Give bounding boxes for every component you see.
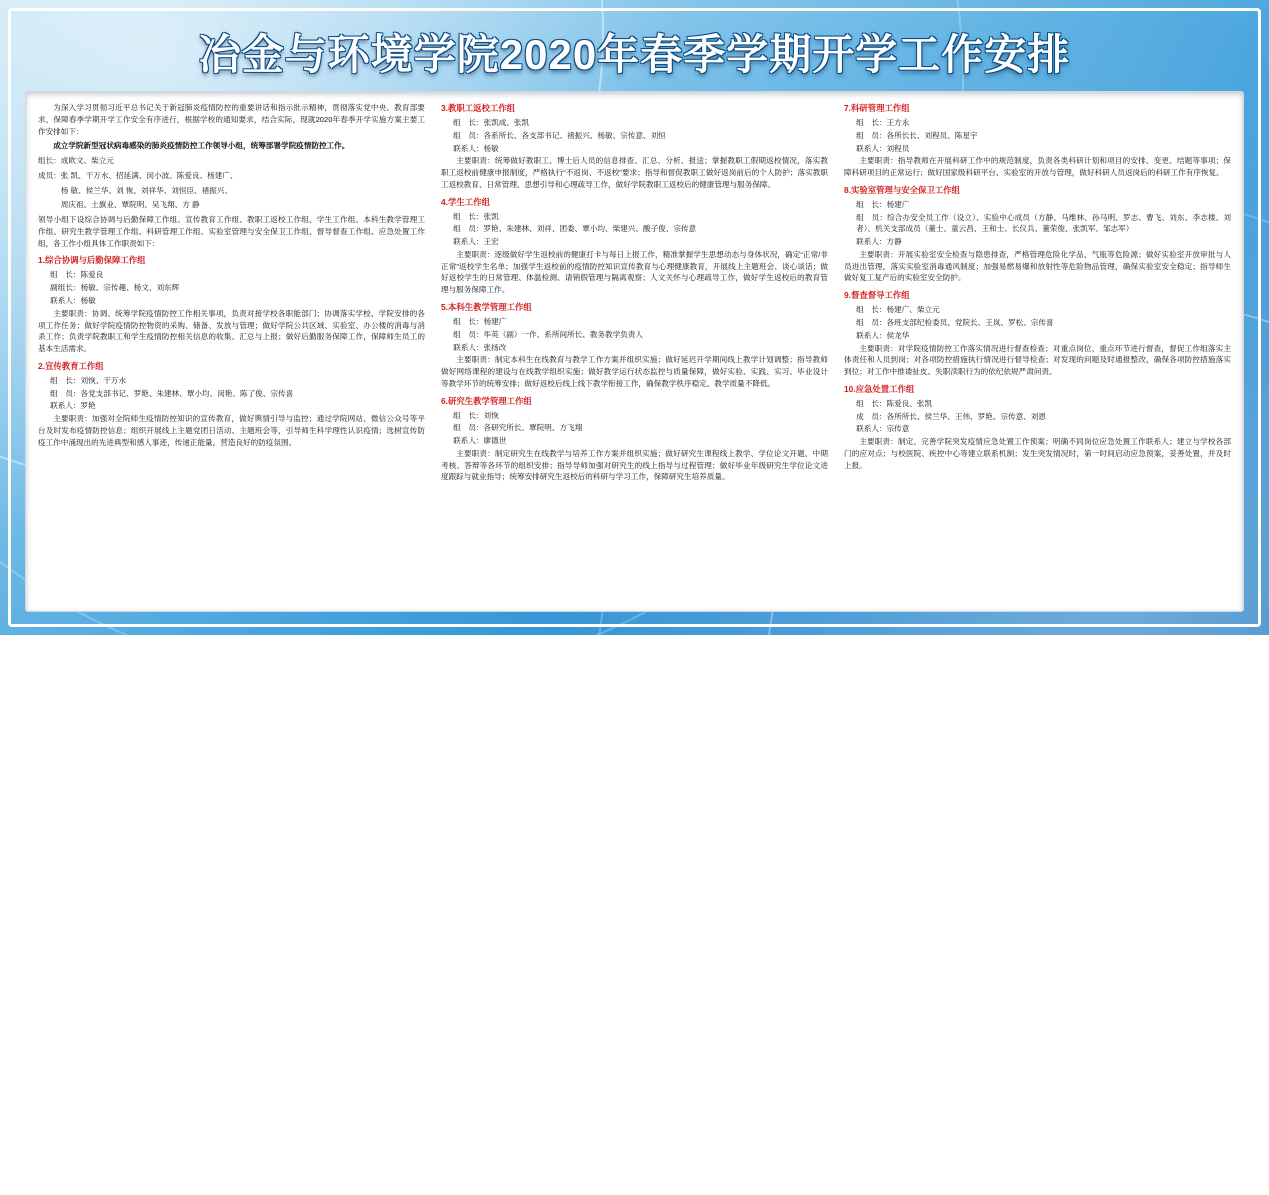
section-heading: 8.实验室管理与安全保卫工作组 — [844, 184, 960, 195]
duty-paragraph: 主要职责：统筹做好教职工、博士后人员的信息排查、汇总、分析、报送；掌握教职工假期返校情况，落实教职工返校前健康申报制度，严格执行“不返岗、不返校”要求；指导和督促教职工做好返岗前后的个人防护；落实教职工返校教育、日常管理、思想引导和心理疏导工作，做好学院教职工返校后的健康管理与服务保障。 — [441, 156, 828, 189]
duty-paragraph: 主要职责：指导教师在开展科研工作中的规范制度，负责各类科研计划和项目的安排、变更、结题等事项；保障科研项目的正常运行；做好国家级科研平台、实验室的开放与管理，做好科研人员返岗后的科研工作有序恢复。 — [844, 156, 1231, 178]
member-line: 杨 敏、侯兰华、刘 恢、刘祥华、刘恒臣、褚振兴、 — [38, 185, 233, 195]
duty-paragraph: 主要职责：逐级做好学生返校前的健康打卡与每日上报工作，精准掌握学生思想动态与身体状况，确定“正常/非正常”返校学生名单；加强学生返校前的疫情防控知识宣传教育与心理健康教育，开展线上主题班会、谈心谈话；做好返校学生的日常管理、体温检测、请销假管理与隔离观察；人文关怀与心理疏导工作，做好学生返校后的教育管理与服务保障工作。 — [441, 249, 828, 295]
roster-line: 组 员：综合办安全员工作（设立）、实验中心成员（方静、马维林、孙马明、罗志、曹飞、刘东、李志楼、刘者）、机关支部成员（董士、童云昌、王和士、长仪兵、董荣俊、张凯军、邹志军） — [856, 212, 1231, 234]
duty-paragraph: 主要职责：制定研究生在线教学与培养工作方案并组织实施；做好研究生课程线上教学、学位论文开题、中期考核、答辩等各环节的组织安排；指导导师加强对研究生的线上指导与过程管理；做好毕业年级研究生学位论文进度跟踪与就业指导；统筹安排研究生返校后的科研与学习工作，保障研究生培养质量。 — [441, 448, 828, 482]
roster-line: 联系人：张扬改 — [453, 342, 507, 352]
section-heading: 10.应急处置工作组 — [844, 383, 915, 394]
roster-line: 联系人：杨敏 — [50, 295, 96, 305]
roster-line: 联系人：王宏 — [453, 237, 499, 247]
roster-line: 联系人：方静 — [856, 237, 902, 247]
intro-paragraph-bold: 成立学院新型冠状病毒感染的肺炎疫情防控工作领导小组，统筹部署学院疫情防控工作。 — [53, 141, 350, 151]
right-column — [844, 102, 1231, 603]
poster-frame — [8, 8, 1261, 627]
roster-line: 联系人：侯龙华 — [856, 330, 910, 340]
content-board — [25, 91, 1244, 612]
member-line: 组长：成欧文、柴立元 — [38, 156, 114, 166]
roster-line: 联系人：刘程员 — [856, 143, 910, 153]
roster-line: 组 长：陈爱良 — [50, 270, 104, 280]
duty-paragraph: 主要职责：制定本科生在线教育与教学工作方案并组织实施；做好延迟开学期间线上教学计划调整；指导教师做好网络课程的建设与在线教学组织实施；做好教学运行状态监控与质量保障，做好实验、实践、实习、毕业设计等教学环节的统筹安排；做好返校后线上线下教学衔接工作，确保教学秩序稳定、教学质量不降低。 — [441, 355, 828, 388]
duty-paragraph: 主要职责：协调、统筹学院疫情防控工作相关事项，负责对接学校各职能部门；协调落实学校、学院安排的各项工作任务；做好学院疫情防控物资的采购、储备、发放与管理；做好学院公共区域、实验室、办公楼的消毒与消杀工作；负责学院教职工和学生疫情防控相关信息的收集、汇总与上报；做好后勤服务保障工作，保障师生员工的基本生活需求。 — [38, 308, 425, 354]
roster-line: 组 员：罗艳、朱建林、刘祥、团委、覃小均、柴建兴、酸子俊、宗传意 — [453, 224, 697, 234]
roster-line: 联系人：罗艳 — [50, 401, 96, 411]
roster-line: 联系人：宗传意 — [856, 424, 910, 434]
roster-line: 联系人：廖德世 — [453, 436, 507, 446]
roster-line: 成 员：各所所长、侯兰华、王伟、罗艳、宗传意、刘恩 — [856, 411, 1046, 421]
roster-line: 组 长：陈爱良、张凯 — [856, 398, 933, 408]
roster-line: 组 长：张凯成、张凯 — [453, 118, 530, 128]
intro-paragraph: 为深入学习贯彻习近平总书记关于新冠肺炎疫情防控的重要讲话和指示批示精神，贯彻落实党中央、教育部要求，保障春季学期开学工作安全有序进行，根据学校的通知要求，结合实际，现就2020年春季开学实施方案主要工作安排如下： — [38, 103, 425, 136]
section-heading: 5.本科生教学管理工作组 — [441, 301, 532, 312]
duty-paragraph: 主要职责：加强对全院师生疫情防控知识的宣传教育，做好舆情引导与监控；通过学院网站、微信公众号等平台及时发布疫情防控信息；组织开展线上主题党团日活动、主题班会等，引导师生科学理性认识疫情；选树宣传防疫工作中涌现出的先进典型和感人事迹，传递正能量，营造良好的防疫氛围。 — [38, 414, 425, 447]
roster-line: 组 长：张凯 — [453, 211, 499, 221]
middle-column — [441, 102, 828, 603]
roster-line: 组 长：刘恢、干万水 — [50, 375, 127, 385]
roster-line: 组 员：各研究所长、覃院明、方飞翔 — [453, 423, 583, 433]
roster-line: 副组长：杨敏、宗传趣、杨文、刘东辉 — [50, 283, 180, 293]
member-line: 领导小组下设综合协调与后勤保障工作组、宣传教育工作组、教职工返校工作组、学生工作组、本科生教学管理工作组、研究生教学管理工作组、科研管理工作组、实验室管理与安全保卫工作组、督导督查工作组、应急处置工作组，各工作小组具体工作职责如下： — [38, 215, 425, 248]
left-column — [38, 102, 425, 603]
roster-line: 组 长：杨建广、柴立元 — [856, 305, 940, 315]
section-heading: 3.教职工返校工作组 — [441, 103, 515, 113]
section-heading: 1.综合协调与后勤保障工作组 — [38, 255, 146, 266]
title-area — [25, 21, 1244, 83]
duty-paragraph: 主要职责：制定、完善学院突发疫情应急处置工作预案；明确不同岗位应急处置工作联系人；建立与学校各部门的应对点；与校医院、疾控中心等建立联系机制；发生突发情况时，第一时间启动应急预案，妥善处置，并及时上报。 — [844, 437, 1231, 470]
roster-line: 联系人：杨敏 — [453, 143, 499, 153]
roster-line: 组 员：各班支部纪检委员、党院长、王岚、罗松、宗传喜 — [856, 318, 1054, 327]
section-heading: 7.科研管理工作组 — [844, 103, 910, 113]
section-heading: 2.宣传教育工作组 — [38, 360, 104, 371]
roster-line: 组 长：王方永 — [856, 118, 910, 128]
roster-line: 组 员：各党支部书记、罗艳、朱建林、覃小均、闵艳、陈了俊、宗传喜 — [50, 388, 294, 398]
section-heading: 4.学生工作组 — [441, 196, 490, 207]
duty-paragraph: 主要职责：对学院疫情防控工作落实情况进行督查检查；对重点岗位、重点环节进行督查，督促工作组落实主体责任和人员到岗；对各项防控措施执行情况进行督导检查；对发现的问题及时通报整改，确保各项防控措施落实到位；对工作中推诿扯皮、失职渎职行为的依纪依规严肃问责。 — [844, 343, 1231, 377]
roster-line: 组 长：杨建广 — [856, 199, 910, 209]
member-line: 成员：张 凯、干万水、招延满、闵小波、陈爱良、杨建广、 — [38, 170, 238, 180]
roster-line: 组 长：刘恢 — [453, 410, 499, 420]
roster-line: 组 长：杨建广 — [453, 317, 507, 326]
section-heading: 9.督查督导工作组 — [844, 290, 910, 301]
duty-paragraph: 主要职责：开展实验室安全检查与隐患排查，严格管理危险化学品、气瓶等危险源；做好实验室开放审批与人员进出管理，落实实验室消毒通风制度；加强易燃易爆和放射性等危险物品管理，确保实验室安全稳定；指导师生做好复工复产后的实验室安全防护。 — [844, 249, 1231, 283]
member-line: 周庆祖、土旗业、覃院明、吴飞翔、方 静 — [38, 200, 200, 210]
roster-line: 组 员：各系所长、各支部书记、褚振兴、杨敏、宗传意、刘恒 — [453, 130, 666, 140]
page-title: 冶金与环境学院2020年春季学期开学工作安排 — [198, 31, 1071, 78]
section-heading: 6.研究生教学管理工作组 — [441, 395, 532, 406]
roster-line: 组 员：各所长长、刘程员、陈星宇 — [856, 130, 978, 140]
roster-line: 组 员：毕英（副）一作、系所间所长、教务教学负责人 — [453, 329, 643, 339]
